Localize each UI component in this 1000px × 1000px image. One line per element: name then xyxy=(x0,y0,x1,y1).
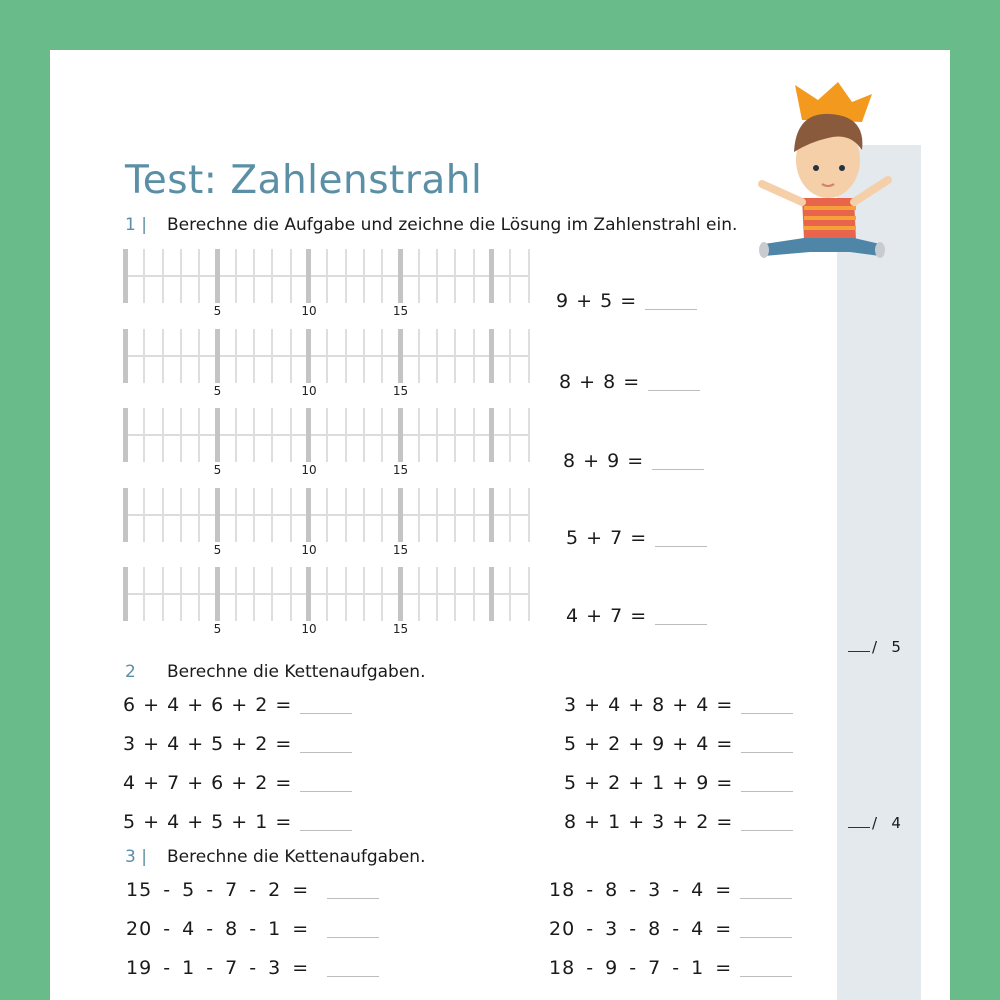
task1-instruction: Berechne die Aufgabe und zeichne die Lösung im Zahlenstrahl ein. xyxy=(167,215,738,235)
minor-tick xyxy=(436,329,438,383)
tick-label: 15 xyxy=(392,622,409,636)
answer-blank[interactable] xyxy=(741,752,793,753)
minor-tick xyxy=(473,567,475,621)
major-tick xyxy=(306,329,311,383)
minor-tick xyxy=(143,567,145,621)
major-tick xyxy=(398,249,403,303)
major-tick xyxy=(398,408,403,462)
minor-tick xyxy=(436,249,438,303)
task3-left-equation: 20 - 4 - 8 - 1 = xyxy=(126,918,379,940)
minor-tick xyxy=(345,408,347,462)
task2-left-equation: 5 + 4 + 5 + 1 = xyxy=(123,811,352,833)
task1-number: 1 | xyxy=(125,215,147,235)
minor-tick xyxy=(454,329,456,383)
minor-tick xyxy=(271,488,273,542)
major-tick xyxy=(398,488,403,542)
minor-tick xyxy=(454,488,456,542)
major-tick xyxy=(215,329,220,383)
answer-blank[interactable] xyxy=(655,624,707,625)
minor-tick xyxy=(235,567,237,621)
minor-tick xyxy=(271,408,273,462)
minor-tick xyxy=(473,408,475,462)
minor-tick xyxy=(345,488,347,542)
tick-label: 5 xyxy=(213,622,222,636)
task3-right-equation: 18 - 9 - 7 - 1 = xyxy=(549,957,792,979)
number-line[interactable] xyxy=(0,408,1000,488)
minor-tick xyxy=(143,488,145,542)
minor-tick xyxy=(326,488,328,542)
major-tick xyxy=(215,249,220,303)
score-input[interactable] xyxy=(848,651,870,652)
major-tick xyxy=(489,408,494,462)
task1-equation: 8 + 9 = xyxy=(563,450,704,472)
number-line[interactable] xyxy=(0,249,1000,329)
minor-tick xyxy=(473,488,475,542)
answer-blank[interactable] xyxy=(300,791,352,792)
number-line[interactable] xyxy=(0,488,1000,568)
minor-tick xyxy=(381,567,383,621)
major-tick xyxy=(489,249,494,303)
minor-tick xyxy=(162,488,164,542)
answer-blank[interactable] xyxy=(652,469,704,470)
minor-tick xyxy=(454,408,456,462)
task1-equation: 5 + 7 = xyxy=(566,527,707,549)
minor-tick xyxy=(418,408,420,462)
answer-blank[interactable] xyxy=(327,937,379,938)
minor-tick xyxy=(253,249,255,303)
tick-label: 15 xyxy=(392,384,409,398)
minor-tick xyxy=(473,329,475,383)
minor-tick xyxy=(326,567,328,621)
major-tick xyxy=(215,408,220,462)
answer-blank[interactable] xyxy=(327,898,379,899)
major-tick xyxy=(489,488,494,542)
minor-tick xyxy=(528,408,530,462)
minor-tick xyxy=(143,329,145,383)
major-tick xyxy=(489,567,494,621)
minor-tick xyxy=(180,329,182,383)
tick-label: 5 xyxy=(213,543,222,557)
task3-left-equation: 15 - 5 - 7 - 2 = xyxy=(126,879,379,901)
score-input[interactable] xyxy=(848,827,870,828)
minor-tick xyxy=(253,567,255,621)
minor-tick xyxy=(509,329,511,383)
minor-tick xyxy=(381,488,383,542)
minor-tick xyxy=(418,488,420,542)
task2-left-equation: 6 + 4 + 6 + 2 = xyxy=(123,694,352,716)
minor-tick xyxy=(198,249,200,303)
minor-tick xyxy=(271,329,273,383)
number-line[interactable] xyxy=(0,329,1000,409)
task2-right-equation: 5 + 2 + 1 + 9 = xyxy=(564,772,793,794)
minor-tick xyxy=(345,329,347,383)
tick-label: 15 xyxy=(392,304,409,318)
minor-tick xyxy=(162,249,164,303)
minor-tick xyxy=(363,249,365,303)
tick-label: 10 xyxy=(301,384,317,398)
minor-tick xyxy=(454,567,456,621)
answer-blank[interactable] xyxy=(300,713,352,714)
minor-tick xyxy=(363,329,365,383)
tick-label: 5 xyxy=(213,384,222,398)
task2-right-equation: 8 + 1 + 3 + 2 = xyxy=(564,811,793,833)
minor-tick xyxy=(418,329,420,383)
task3-right-equation: 18 - 8 - 3 - 4 = xyxy=(549,879,792,901)
minor-tick xyxy=(180,408,182,462)
task3-left-equation: 19 - 1 - 7 - 3 = xyxy=(126,957,379,979)
task2-right-equation: 5 + 2 + 9 + 4 = xyxy=(564,733,793,755)
minor-tick xyxy=(253,488,255,542)
major-tick xyxy=(306,488,311,542)
major-tick xyxy=(215,567,220,621)
major-tick xyxy=(123,408,128,462)
tick-label: 15 xyxy=(392,543,409,557)
major-tick xyxy=(398,567,403,621)
minor-tick xyxy=(509,249,511,303)
minor-tick xyxy=(528,249,530,303)
tick-label: 5 xyxy=(213,463,222,477)
minor-tick xyxy=(381,329,383,383)
answer-blank[interactable] xyxy=(741,830,793,831)
minor-tick xyxy=(180,567,182,621)
score-task2: / 4 xyxy=(848,814,901,832)
minor-tick xyxy=(271,567,273,621)
minor-tick xyxy=(143,408,145,462)
tick-label: 10 xyxy=(301,463,317,477)
tick-label: 5 xyxy=(213,304,222,318)
tick-label: 10 xyxy=(301,304,317,318)
minor-tick xyxy=(473,249,475,303)
number-line[interactable] xyxy=(0,567,1000,647)
minor-tick xyxy=(345,249,347,303)
tick-label: 10 xyxy=(301,622,317,636)
minor-tick xyxy=(198,567,200,621)
major-tick xyxy=(123,567,128,621)
task2-number: 2 xyxy=(125,662,136,682)
minor-tick xyxy=(290,567,292,621)
task2-instruction: Berechne die Kettenaufgaben. xyxy=(167,662,426,682)
minor-tick xyxy=(198,329,200,383)
minor-tick xyxy=(290,329,292,383)
task2-left-equation: 3 + 4 + 5 + 2 = xyxy=(123,733,352,755)
minor-tick xyxy=(162,567,164,621)
minor-tick xyxy=(235,408,237,462)
minor-tick xyxy=(381,408,383,462)
minor-tick xyxy=(418,249,420,303)
answer-blank[interactable] xyxy=(648,390,700,391)
major-tick xyxy=(123,329,128,383)
answer-blank[interactable] xyxy=(327,976,379,977)
answer-blank[interactable] xyxy=(300,830,352,831)
minor-tick xyxy=(162,329,164,383)
minor-tick xyxy=(363,567,365,621)
minor-tick xyxy=(326,408,328,462)
minor-tick xyxy=(253,329,255,383)
minor-tick xyxy=(253,408,255,462)
minor-tick xyxy=(326,249,328,303)
minor-tick xyxy=(509,567,511,621)
major-tick xyxy=(306,408,311,462)
minor-tick xyxy=(180,249,182,303)
answer-blank[interactable] xyxy=(740,898,792,899)
minor-tick xyxy=(143,249,145,303)
tick-label: 15 xyxy=(392,463,409,477)
task1-heading xyxy=(125,215,737,235)
page-title: Test: Zahlenstrahl xyxy=(125,158,483,203)
task1-equation: 4 + 7 = xyxy=(566,605,707,627)
minor-tick xyxy=(198,408,200,462)
minor-tick xyxy=(162,408,164,462)
minor-tick xyxy=(436,567,438,621)
minor-tick xyxy=(436,488,438,542)
minor-tick xyxy=(326,329,328,383)
major-tick xyxy=(398,329,403,383)
answer-blank[interactable] xyxy=(741,713,793,714)
task1-equation: 9 + 5 = xyxy=(556,290,697,312)
answer-blank[interactable] xyxy=(655,546,707,547)
minor-tick xyxy=(528,329,530,383)
score-task1: / 5 xyxy=(848,638,901,656)
minor-tick xyxy=(235,488,237,542)
task3-right-equation: 20 - 3 - 8 - 4 = xyxy=(549,918,792,940)
major-tick xyxy=(306,249,311,303)
major-tick xyxy=(306,567,311,621)
minor-tick xyxy=(235,249,237,303)
minor-tick xyxy=(363,408,365,462)
task2-heading xyxy=(125,662,425,682)
answer-blank[interactable] xyxy=(740,937,792,938)
major-tick xyxy=(489,329,494,383)
answer-blank[interactable] xyxy=(741,791,793,792)
major-tick xyxy=(215,488,220,542)
answer-blank[interactable] xyxy=(740,976,792,977)
task3-heading xyxy=(125,847,425,867)
task3-instruction: Berechne die Kettenaufgaben. xyxy=(167,847,426,867)
task2-left-equation: 4 + 7 + 6 + 2 = xyxy=(123,772,352,794)
task1-equation: 8 + 8 = xyxy=(559,371,700,393)
minor-tick xyxy=(198,488,200,542)
minor-tick xyxy=(509,488,511,542)
minor-tick xyxy=(271,249,273,303)
minor-tick xyxy=(528,567,530,621)
answer-blank[interactable] xyxy=(645,309,697,310)
minor-tick xyxy=(290,488,292,542)
minor-tick xyxy=(290,408,292,462)
tick-label: 10 xyxy=(301,543,317,557)
major-tick xyxy=(123,249,128,303)
minor-tick xyxy=(436,408,438,462)
major-tick xyxy=(123,488,128,542)
answer-blank[interactable] xyxy=(300,752,352,753)
minor-tick xyxy=(180,488,182,542)
task2-right-equation: 3 + 4 + 8 + 4 = xyxy=(564,694,793,716)
minor-tick xyxy=(381,249,383,303)
task3-number: 3 | xyxy=(125,847,147,867)
minor-tick xyxy=(454,249,456,303)
minor-tick xyxy=(235,329,237,383)
minor-tick xyxy=(509,408,511,462)
minor-tick xyxy=(345,567,347,621)
minor-tick xyxy=(528,488,530,542)
minor-tick xyxy=(290,249,292,303)
minor-tick xyxy=(363,488,365,542)
minor-tick xyxy=(418,567,420,621)
